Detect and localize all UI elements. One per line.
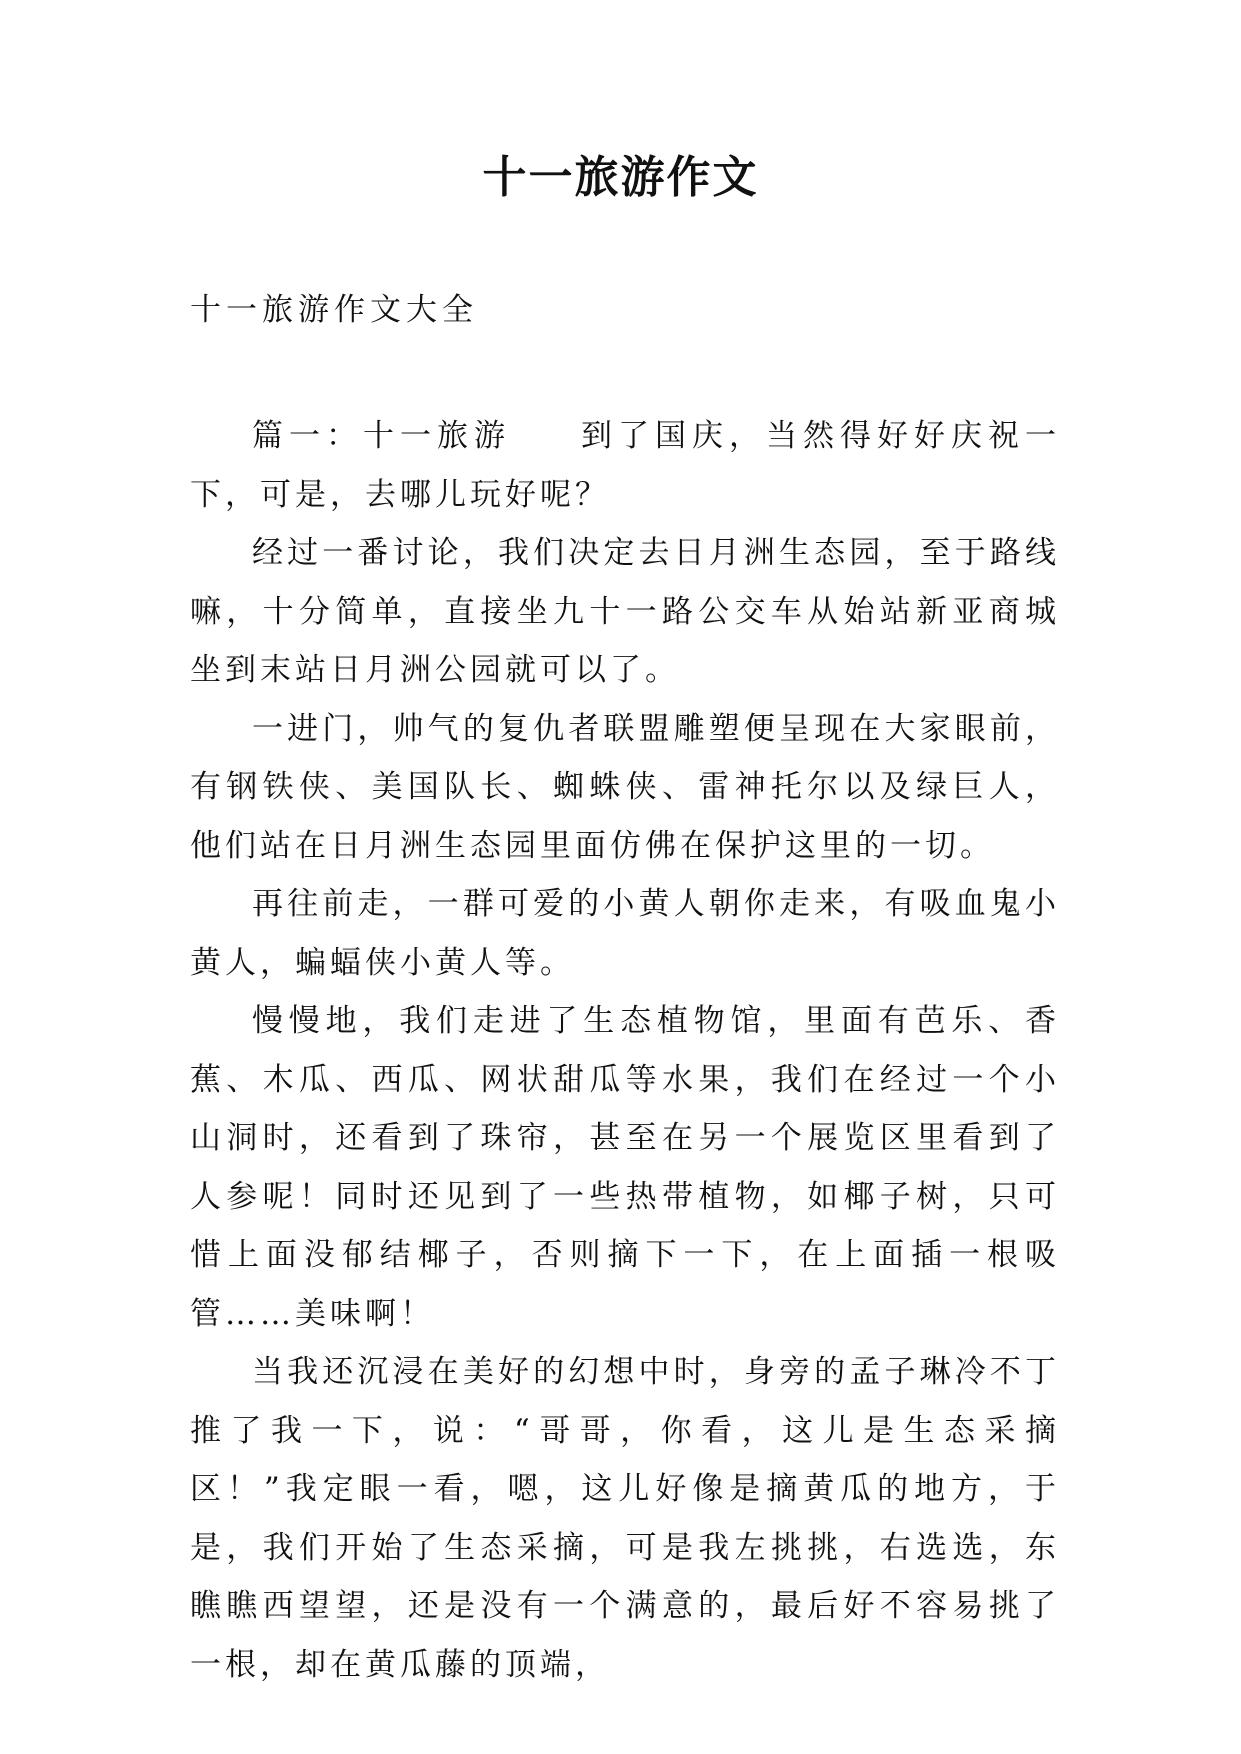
document-title: 十一旅游作文 — [482, 152, 759, 203]
paragraph-3: 一进门，帅气的复仇者联盟雕塑便呈现在大家眼前，有钢铁侠、美国队长、蜘蛛侠、雷神托尔以及绿巨人，他们站在日月洲生态园里面仿佛在保护这里的一切。 — [190, 710, 1060, 864]
part-heading: 篇一：十一旅游 — [252, 418, 511, 454]
paragraph-2: 经过一番讨论，我们决定去日月洲生态园，至于路线嘛，十分简单，直接坐九十一路公交车从始站新亚商城坐到末站日月洲公园就可以了。 — [190, 535, 1060, 688]
paragraph-text: 到了国庆，当然得好好庆祝一下，可是，去哪儿玩好呢？ — [190, 418, 1060, 513]
paragraph-4: 再往前走，一群可爱的小黄人朝你走来，有吸血鬼小黄人，蝙蝠侠小黄人等。 — [190, 886, 1060, 981]
document-body — [190, 407, 1060, 1694]
paragraph-6: 当我还沉浸在美好的幻想中时，身旁的孟子琳冷不丁推了我一下，说：“哥哥，你看，这儿是生态采摘区！”我定眼一看，嗯，这儿好像是摘黄瓜的地方，于是，我们开始了生态采摘，可是我左挑挑，右选选，东瞧瞧西望望，还是没有一个满意的，最后好不容易挑了一根，却在黄瓜藤的顶端， — [190, 1354, 1060, 1683]
paragraph-5: 慢慢地，我们走进了生态植物馆，里面有芭乐、香蕉、木瓜、西瓜、网状甜瓜等水果，我们在经过一个小山洞时，还看到了珠帘，甚至在另一个展览区里看到了人参呢！同时还见到了一些热带植物，如椰子树，只可惜上面没郁结椰子，否则摘下一下，在上面插一根吸管……美味啊！ — [190, 1003, 1060, 1332]
paragraph-1 — [190, 407, 1060, 524]
document-subtitle: 十一旅游作文大全 — [190, 292, 478, 328]
